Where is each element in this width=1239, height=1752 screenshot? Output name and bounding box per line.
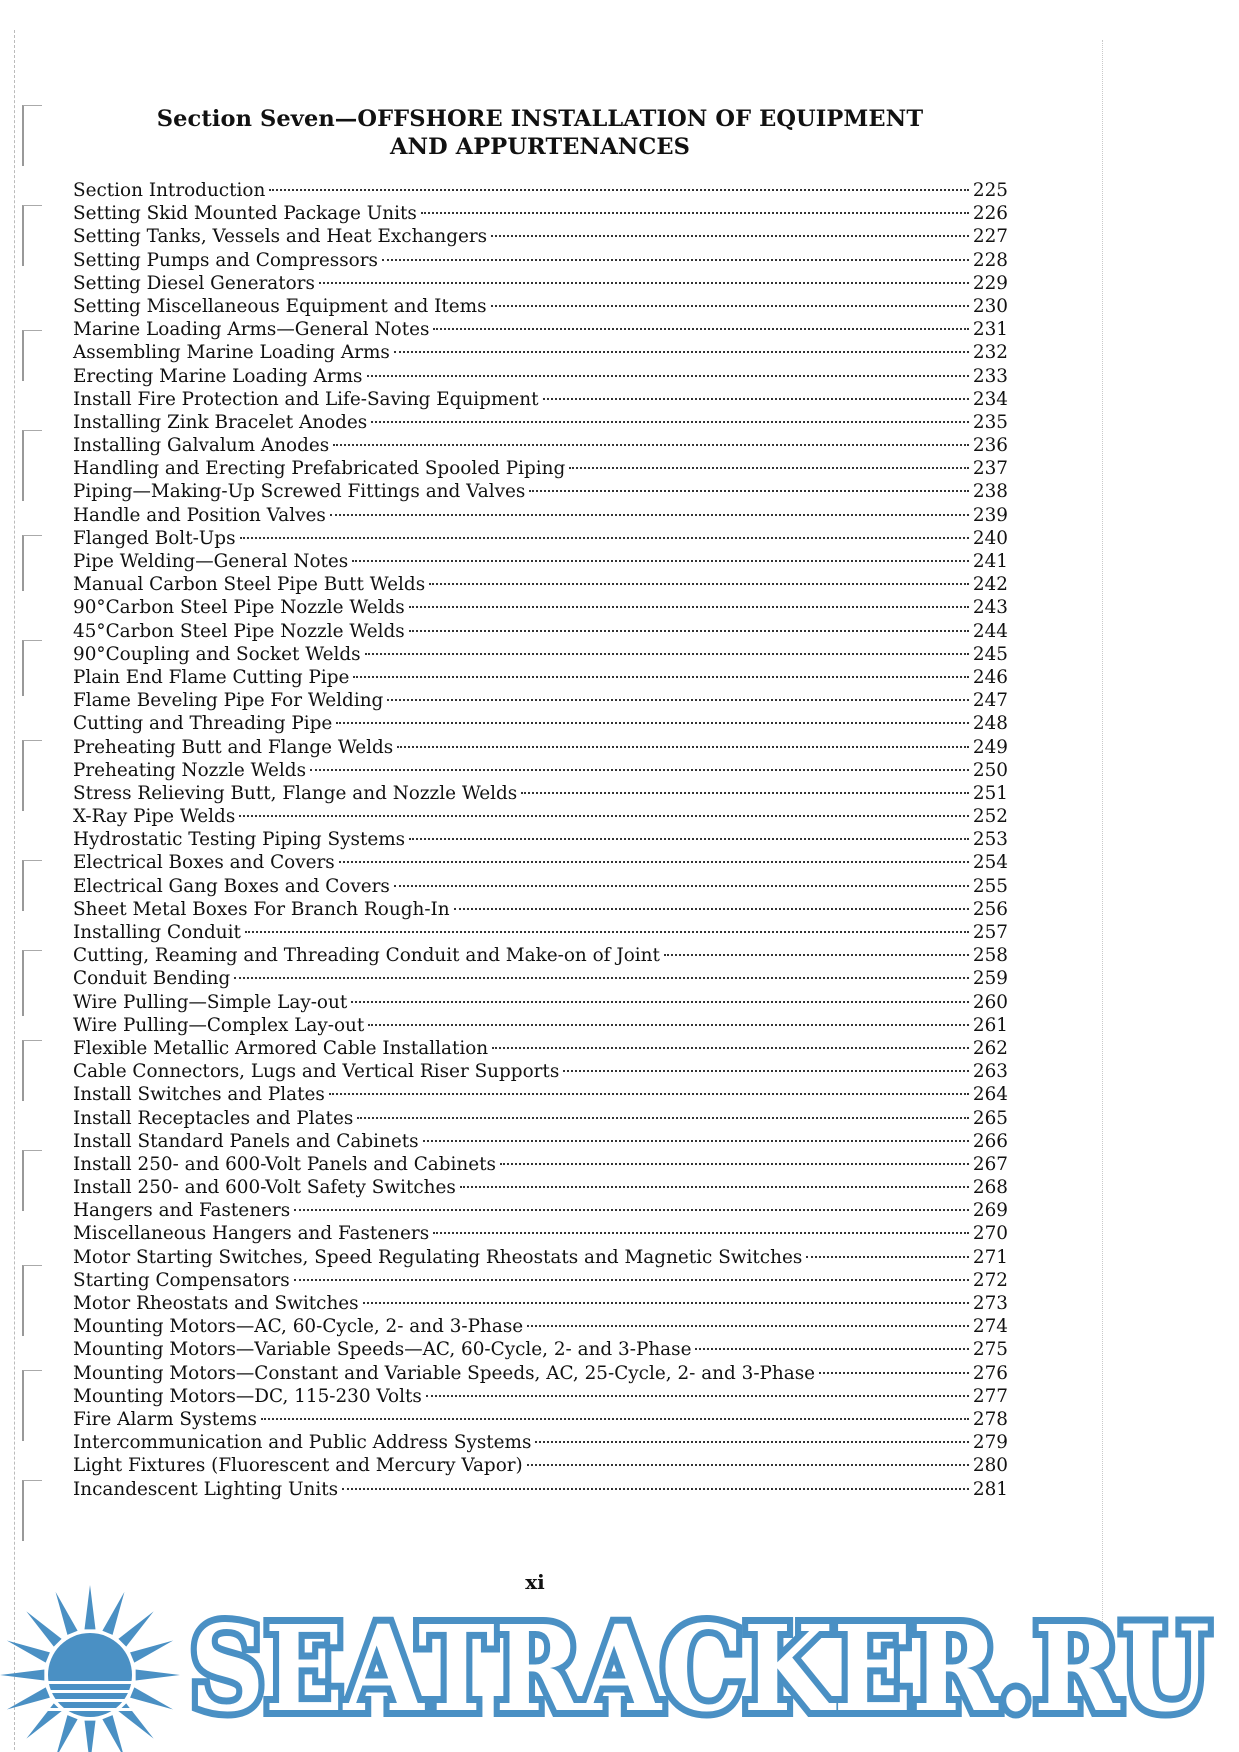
toc-dot-leader xyxy=(294,1208,969,1211)
toc-entry-title: Hydrostatic Testing Piping Systems xyxy=(73,829,406,851)
toc-entry xyxy=(73,1014,1008,1037)
toc-entry-page: 254 xyxy=(972,852,1008,874)
sun-ray xyxy=(56,1592,78,1635)
toc-dot-leader xyxy=(333,443,969,446)
toc-entry xyxy=(73,666,1008,689)
toc-entry-title: Electrical Gang Boxes and Covers xyxy=(73,875,390,897)
toc-entry-page: 280 xyxy=(972,1455,1008,1477)
toc-entry-title: Installing Galvalum Anodes xyxy=(73,435,330,457)
toc-entry xyxy=(73,1222,1008,1245)
toc-entry xyxy=(73,411,1008,434)
toc-entry-title: Setting Diesel Generators xyxy=(73,272,315,294)
toc-entry-title: Flame Beveling Pipe For Welding xyxy=(73,690,384,712)
toc-entry-page: 225 xyxy=(972,180,1008,201)
toc-dot-leader xyxy=(819,1371,969,1374)
toc-dot-leader xyxy=(239,814,969,817)
watermark-svg xyxy=(0,1560,1239,1752)
toc-dot-leader xyxy=(409,605,969,608)
toc-entry-page: 273 xyxy=(972,1293,1008,1314)
toc-dot-leader xyxy=(357,1116,969,1119)
sun-ray xyxy=(0,1669,44,1680)
toc-entry-page: 245 xyxy=(972,643,1008,665)
toc-entry-page: 260 xyxy=(972,991,1008,1013)
toc-dot-leader xyxy=(521,791,969,794)
toc-dot-leader xyxy=(569,466,969,469)
toc-dot-leader xyxy=(664,953,969,956)
toc-dot-leader xyxy=(409,629,969,632)
toc-entry-page: 274 xyxy=(972,1316,1008,1338)
toc-dot-leader xyxy=(394,884,969,887)
toc-entry-title: Install 250- and 600-Volt Panels and Cabinets xyxy=(73,1153,496,1175)
toc-entry-page: 250 xyxy=(972,759,1008,781)
toc-entry-page: 277 xyxy=(972,1385,1008,1407)
sun-ray xyxy=(102,1715,124,1752)
toc-entry xyxy=(73,1130,1008,1153)
watermark-text: SEATRACKER.RU xyxy=(190,1599,1210,1738)
toc-entry xyxy=(73,295,1008,318)
sun-ray xyxy=(118,1611,153,1646)
toc-entry-title: Miscellaneous Hangers and Fasteners xyxy=(73,1223,430,1245)
toc-entry-title: Install Receptacles and Plates xyxy=(73,1107,354,1129)
toc-entry-page: 267 xyxy=(972,1153,1008,1175)
toc-entry-title: Installing Conduit xyxy=(73,922,241,943)
sun-ray xyxy=(26,1611,61,1646)
toc-entry-page: 266 xyxy=(972,1130,1008,1152)
toc-entry-title: 45°Carbon Steel Pipe Nozzle Welds xyxy=(73,620,405,642)
toc-entry-page: 242 xyxy=(972,574,1008,596)
toc-entry-title: 90°Carbon Steel Pipe Nozzle Welds xyxy=(73,597,405,619)
toc-dot-leader xyxy=(330,513,969,516)
toc-entry-page: 259 xyxy=(972,968,1008,990)
toc-entry xyxy=(73,457,1008,480)
toc-entry-page: 237 xyxy=(972,458,1008,480)
toc-entry-page: 244 xyxy=(972,620,1008,642)
toc-entry xyxy=(73,689,1008,712)
watermark xyxy=(0,1560,1239,1752)
toc-entry-title: Preheating Butt and Flange Welds xyxy=(73,736,394,758)
toc-dot-leader xyxy=(336,721,969,724)
toc-entry xyxy=(73,921,1008,944)
toc-entry-title: Marine Loading Arms—General Notes xyxy=(73,319,430,341)
toc-entry-title: Stress Relieving Butt, Flange and Nozzle Welds xyxy=(73,782,518,804)
toc-entry xyxy=(73,1176,1008,1199)
toc-entry xyxy=(73,1199,1008,1222)
toc-entry-title: Section Introduction xyxy=(73,180,266,201)
section-title xyxy=(60,105,1020,161)
toc-dot-leader xyxy=(491,234,969,237)
toc-entry-page: 264 xyxy=(972,1084,1008,1106)
toc-entry xyxy=(73,1362,1008,1385)
toc-dot-leader xyxy=(365,652,969,655)
toc-entry-page: 240 xyxy=(972,527,1008,549)
toc-dot-leader xyxy=(397,745,969,748)
toc-entry-title: Electrical Boxes and Covers xyxy=(73,852,335,874)
toc-entry-title: Plain End Flame Cutting Pipe xyxy=(73,666,350,688)
toc-dot-leader xyxy=(310,768,969,771)
toc-dot-leader xyxy=(409,837,969,840)
sun-ray xyxy=(7,1641,50,1663)
toc-dot-leader xyxy=(454,907,969,910)
toc-entry xyxy=(73,991,1008,1014)
toc-dot-leader xyxy=(529,489,969,492)
toc-entry xyxy=(73,1408,1008,1431)
toc-entry xyxy=(73,249,1008,272)
toc-entry-page: 236 xyxy=(972,435,1008,457)
toc-entry xyxy=(73,851,1008,874)
sun-ray xyxy=(56,1715,78,1752)
toc-entry xyxy=(73,318,1008,341)
toc-dot-leader xyxy=(387,698,969,701)
toc-entry-title: Assembling Marine Loading Arms xyxy=(73,342,390,364)
toc-entry-title: Mounting Motors—Variable Speeds—AC, 60-Cycle, 2- and 3-Phase xyxy=(73,1339,692,1361)
toc-entry-title: Piping—Making-Up Screwed Fittings and Valves xyxy=(73,481,526,503)
toc-entry-page: 239 xyxy=(972,504,1008,526)
toc-entry-title: Cable Connectors, Lugs and Vertical Riser Supports xyxy=(73,1061,560,1083)
toc-dot-leader xyxy=(426,1394,969,1397)
toc-entry-page: 226 xyxy=(972,203,1008,225)
sun-ray xyxy=(136,1669,180,1680)
toc-entry xyxy=(73,1107,1008,1130)
toc-entry xyxy=(73,272,1008,295)
toc-entry xyxy=(73,875,1008,898)
toc-dot-leader xyxy=(806,1255,969,1258)
toc-entry xyxy=(73,967,1008,990)
sun-logo-icon xyxy=(0,1585,180,1752)
toc-entry xyxy=(73,388,1008,411)
toc-dot-leader xyxy=(433,1231,969,1234)
scan-edge-right xyxy=(1102,40,1104,1640)
toc-entry-title: Manual Carbon Steel Pipe Butt Welds xyxy=(73,574,426,596)
toc-entry-page: 230 xyxy=(972,295,1008,317)
toc-entry-page: 279 xyxy=(972,1432,1008,1454)
toc-dot-leader xyxy=(492,1046,969,1049)
toc-entry xyxy=(73,1478,1008,1501)
toc-dot-leader xyxy=(695,1347,968,1350)
toc-entry xyxy=(73,504,1008,527)
toc-entry-title: Install Fire Protection and Life-Saving Equipment xyxy=(73,388,539,410)
toc-entry-title: Starting Compensators xyxy=(73,1269,290,1291)
toc-dot-leader xyxy=(339,860,969,863)
toc-dot-leader xyxy=(319,281,969,284)
toc-entry-title: Preheating Nozzle Welds xyxy=(73,759,307,781)
toc-entry-page: 227 xyxy=(972,226,1008,248)
toc-entry-page: 276 xyxy=(972,1362,1008,1384)
toc-dot-leader xyxy=(500,1162,969,1165)
toc-dot-leader xyxy=(245,930,969,933)
toc-entry xyxy=(73,1431,1008,1454)
toc-entry-page: 246 xyxy=(972,666,1008,688)
toc-dot-leader xyxy=(367,374,969,377)
toc-entry-page: 229 xyxy=(972,272,1008,294)
toc-entry-page: 256 xyxy=(972,898,1008,920)
toc-dot-leader xyxy=(543,397,969,400)
toc-entry-title: Mounting Motors—Constant and Variable Speeds, AC, 25-Cycle, 2- and 3-Phase xyxy=(73,1362,816,1384)
toc-entry-title: Handle and Position Valves xyxy=(73,504,326,526)
sun-disc xyxy=(48,1633,132,1717)
toc-entry xyxy=(73,1454,1008,1477)
toc-entry-title: Install Standard Panels and Cabinets xyxy=(73,1130,419,1152)
toc-entry xyxy=(73,527,1008,550)
toc-entry-page: 281 xyxy=(972,1478,1008,1500)
toc-dot-leader xyxy=(269,188,969,191)
toc-entry xyxy=(73,202,1008,225)
toc-dot-leader xyxy=(363,1301,969,1304)
toc-entry xyxy=(73,782,1008,805)
toc-entry xyxy=(73,596,1008,619)
toc-dot-leader xyxy=(563,1069,969,1072)
sun-wave-line xyxy=(48,1690,132,1693)
toc-dot-leader xyxy=(535,1440,968,1443)
toc-entry-page: 261 xyxy=(972,1014,1008,1036)
toc-entry-page: 270 xyxy=(972,1223,1008,1245)
toc-entry-title: Erecting Marine Loading Arms xyxy=(73,365,363,387)
toc-entry-title: X-Ray Pipe Welds xyxy=(73,806,236,828)
toc-entry xyxy=(73,759,1008,782)
toc-entry-title: Wire Pulling—Simple Lay-out xyxy=(73,991,348,1013)
toc-entry-page: 257 xyxy=(972,922,1008,943)
toc-entry xyxy=(73,944,1008,967)
toc-entry-title: Handling and Erecting Prefabricated Spooled Piping xyxy=(73,458,566,480)
toc-entry xyxy=(73,573,1008,596)
toc-entry-page: 251 xyxy=(972,782,1008,804)
toc-entry-title: Setting Skid Mounted Package Units xyxy=(73,203,417,225)
toc-entry-page: 243 xyxy=(972,597,1008,619)
toc-entry xyxy=(73,480,1008,503)
toc-entry-title: Wire Pulling—Complex Lay-out xyxy=(73,1014,365,1036)
sun-ray xyxy=(84,1721,95,1752)
toc-dot-leader xyxy=(423,1139,969,1142)
toc-entry-title: Install Switches and Plates xyxy=(73,1084,325,1106)
sun-wave-line xyxy=(48,1708,132,1711)
toc-entry-title: Motor Rheostats and Switches xyxy=(73,1293,359,1314)
toc-entry xyxy=(73,805,1008,828)
toc-dot-leader xyxy=(368,1023,969,1026)
toc-entry-title: Mounting Motors—AC, 60-Cycle, 2- and 3-Phase xyxy=(73,1316,524,1338)
toc-entry xyxy=(73,643,1008,666)
toc-entry xyxy=(73,828,1008,851)
toc-entry-title: Flanged Bolt-Ups xyxy=(73,527,236,549)
toc-entry-title: Sheet Metal Boxes For Branch Rough-In xyxy=(73,898,450,920)
toc-entry-title: Motor Starting Switches, Speed Regulating Rheostats and Magnetic Switches xyxy=(73,1246,803,1268)
toc-entry xyxy=(73,1083,1008,1106)
sun-ray xyxy=(130,1687,173,1709)
sun-ray xyxy=(102,1592,124,1635)
toc-entry-title: Installing Zink Bracelet Anodes xyxy=(73,411,368,433)
sun-wave-line xyxy=(48,1681,132,1684)
toc-entry-page: 247 xyxy=(972,690,1008,712)
toc-entry-page: 232 xyxy=(972,342,1008,364)
toc-entry xyxy=(73,1385,1008,1408)
toc-entry-page: 269 xyxy=(972,1200,1008,1222)
toc-entry-page: 263 xyxy=(972,1061,1008,1083)
toc-entry-page: 235 xyxy=(972,411,1008,433)
toc-entry xyxy=(73,1269,1008,1292)
sun-wave-line xyxy=(48,1699,132,1702)
toc-entry-page: 238 xyxy=(972,481,1008,503)
toc-entry-page: 268 xyxy=(972,1177,1008,1199)
toc-entry-title: Conduit Bending xyxy=(73,968,231,990)
toc-dot-leader xyxy=(329,1092,969,1095)
toc-entry xyxy=(73,550,1008,573)
sun-ray xyxy=(130,1641,173,1663)
toc-entry-page: 248 xyxy=(972,713,1008,735)
toc-entry-title: Install 250- and 600-Volt Safety Switches xyxy=(73,1177,456,1199)
toc-entry-page: 253 xyxy=(972,829,1008,851)
toc-dot-leader xyxy=(527,1463,969,1466)
toc-entry-page: 231 xyxy=(972,319,1008,341)
toc-dot-leader xyxy=(352,559,969,562)
toc-entry-title: Mounting Motors—DC, 115-230 Volts xyxy=(73,1385,422,1407)
toc-entry-title: Flexible Metallic Armored Cable Installation xyxy=(73,1037,489,1059)
toc-entry xyxy=(73,620,1008,643)
toc-entry-title: Fire Alarm Systems xyxy=(73,1408,257,1430)
toc-entry-page: 241 xyxy=(972,551,1008,572)
toc-entry-title: Hangers and Fasteners xyxy=(73,1200,291,1222)
toc-entry-page: 249 xyxy=(972,736,1008,758)
toc-dot-leader xyxy=(421,211,969,214)
toc-dot-leader xyxy=(240,536,969,539)
toc-entry xyxy=(73,434,1008,457)
section-title-line1: Section Seven—OFFSHORE INSTALLATION OF EQUIPMENT xyxy=(156,106,924,132)
toc-entry-page: 265 xyxy=(972,1107,1008,1129)
sun-ray xyxy=(84,1585,95,1629)
toc-dot-leader xyxy=(261,1417,969,1420)
toc-entry xyxy=(73,341,1008,364)
toc-entry xyxy=(73,736,1008,759)
toc-entry-title: Incandescent Lighting Units xyxy=(73,1478,339,1500)
toc-dot-leader xyxy=(491,304,969,307)
toc-entry-title: Pipe Welding—General Notes xyxy=(73,551,349,572)
toc-entry xyxy=(73,712,1008,735)
toc-entry-title: Intercommunication and Public Address Systems xyxy=(73,1432,532,1454)
toc-entry xyxy=(73,898,1008,921)
table-of-contents xyxy=(73,179,1008,1501)
toc-dot-leader xyxy=(382,258,969,261)
toc-entry-title: Light Fixtures (Fluorescent and Mercury Vapor) xyxy=(73,1455,523,1477)
section-title-line2: AND APPURTENANCES xyxy=(389,134,691,160)
toc-entry-page: 228 xyxy=(972,249,1008,271)
toc-entry xyxy=(73,1037,1008,1060)
toc-dot-leader xyxy=(294,1278,969,1281)
toc-entry-title: Setting Pumps and Compressors xyxy=(73,249,378,271)
toc-entry-page: 234 xyxy=(972,388,1008,410)
page-number: xi xyxy=(525,1570,545,1594)
toc-entry xyxy=(73,179,1008,202)
toc-entry-page: 252 xyxy=(972,806,1008,828)
toc-entry-page: 233 xyxy=(972,365,1008,387)
toc-entry-title: Cutting, Reaming and Threading Conduit and Make-on of Joint xyxy=(73,945,660,967)
toc-entry-page: 275 xyxy=(972,1339,1008,1361)
toc-entry-page: 255 xyxy=(972,875,1008,897)
toc-dot-leader xyxy=(394,350,969,353)
toc-dot-leader xyxy=(429,582,969,585)
toc-entry-title: Setting Tanks, Vessels and Heat Exchangers xyxy=(73,226,488,248)
toc-entry xyxy=(73,1060,1008,1083)
toc-dot-leader xyxy=(433,327,968,330)
toc-entry xyxy=(73,1246,1008,1269)
toc-entry xyxy=(73,1292,1008,1315)
toc-dot-leader xyxy=(527,1324,969,1327)
toc-entry xyxy=(73,1153,1008,1176)
toc-entry-title: Setting Miscellaneous Equipment and Items xyxy=(73,295,487,317)
toc-dot-leader xyxy=(342,1487,969,1490)
toc-dot-leader xyxy=(353,675,968,678)
toc-entry xyxy=(73,365,1008,388)
toc-entry xyxy=(73,1315,1008,1338)
toc-entry-page: 262 xyxy=(972,1037,1008,1059)
toc-entry-title: 90°Coupling and Socket Welds xyxy=(73,643,361,665)
sun-ray xyxy=(7,1687,50,1709)
toc-dot-leader xyxy=(460,1185,969,1188)
toc-entry xyxy=(73,225,1008,248)
toc-entry xyxy=(73,1338,1008,1361)
toc-dot-leader xyxy=(351,1000,969,1003)
toc-entry-title: Cutting and Threading Pipe xyxy=(73,713,333,735)
toc-entry-page: 278 xyxy=(972,1408,1008,1430)
toc-entry-page: 258 xyxy=(972,945,1008,967)
toc-dot-leader xyxy=(371,420,969,423)
toc-entry-page: 272 xyxy=(972,1269,1008,1291)
toc-entry-page: 271 xyxy=(972,1246,1008,1268)
toc-dot-leader xyxy=(234,976,969,979)
